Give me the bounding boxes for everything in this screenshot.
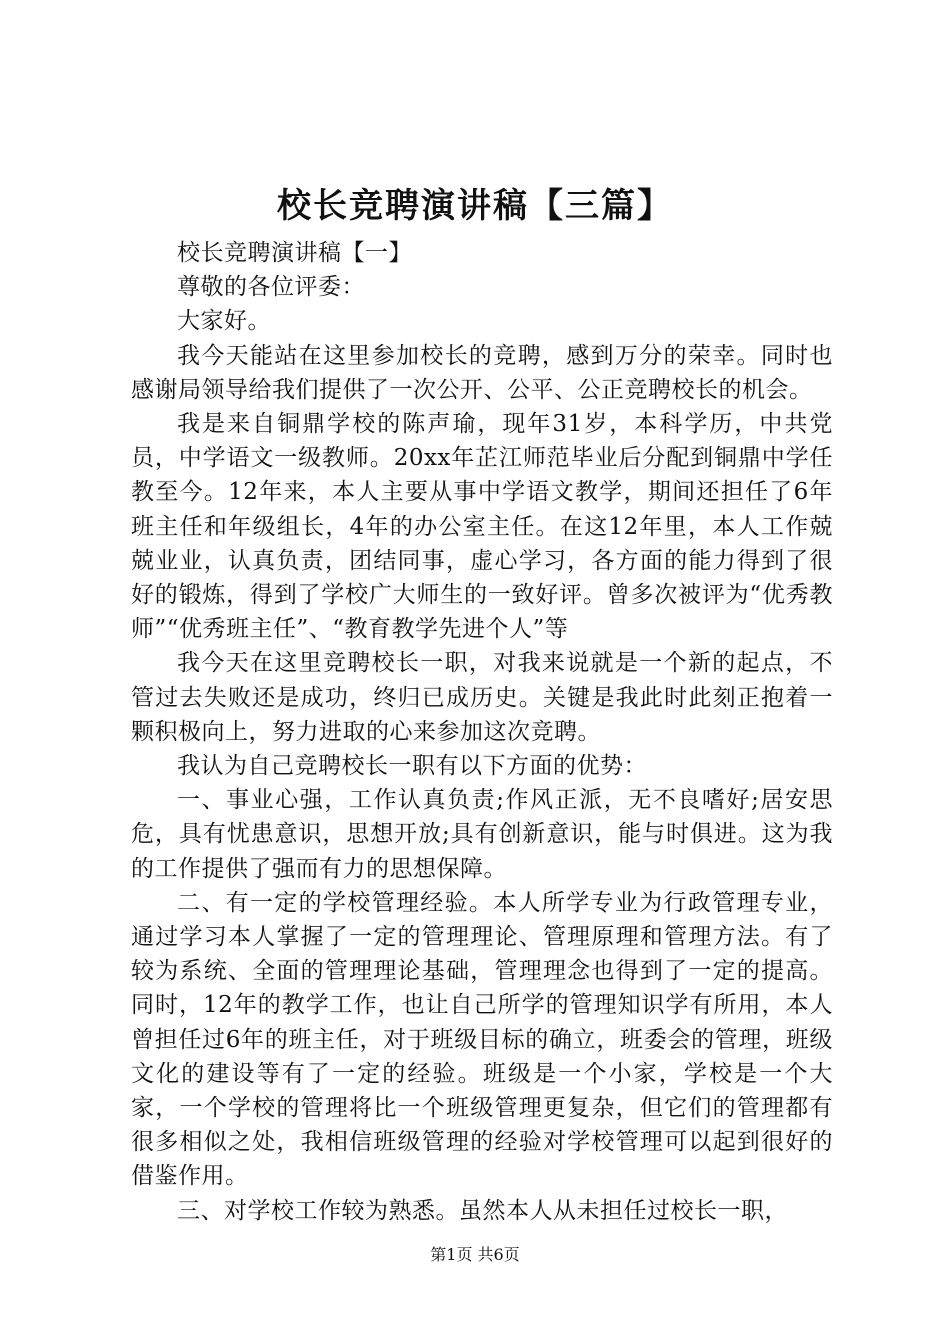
paragraph-self-intro: 我是来自铜鼎学校的陈声瑜，现年31岁，本科学历，中共党员，中学语文一级教师。20xx年芷江师范毕业后分配到铜鼎中学任教至今。12年来，本人主要从事中学语文教学，期间还担任了6年班主任和年级组长，4年的办公室主任。在这12年里，本人工作兢兢业业，认真负责，团结同事，虚心学习，各方面的能力得到了很好的锻炼，得到了学校广大师生的一致好评。曾多次被评为“优秀教师”“优秀班主任”、“教育教学先进个人”等 (131, 411, 833, 643)
paragraph-advantages-intro: 我认为自己竞聘校长一职有以下方面的优势： (177, 753, 647, 780)
greeting: 大家好。 (177, 308, 271, 335)
paragraph-honor: 我今天能站在这里参加校长的竞聘，感到万分的荣幸。同时也感谢局领导给我们提供了一次公开、公平、公正竞聘校长的机会。 (131, 342, 833, 403)
paragraph-advantage-3: 三、对学校工作较为熟悉。虽然本人从未担任过校长一职， (177, 1197, 788, 1224)
section-heading: 校长竞聘演讲稿【一】 (177, 240, 412, 266)
document-body (131, 236, 833, 1228)
page-footer: 第1页 共6页 (430, 1245, 520, 1264)
paragraph-advantage-1: 一、事业心强，工作认真负责;作风正派，无不良嗜好;居安思危，具有忧患意识，思想开放;具有创新意识，能与时俱进。这为我的工作提供了强而有力的思想保障。 (131, 787, 833, 882)
paragraph-new-start: 我今天在这里竞聘校长一职，对我来说就是一个新的起点，不管过去失败还是成功，终归已成历史。关键是我此时此刻正抱着一颗积极向上，努力进取的心来参加这次竞聘。 (131, 650, 833, 745)
paragraph-advantage-2: 二、有一定的学校管理经验。本人所学专业为行政管理专业，通过学习本人掌握了一定的管理理论、管理原理和管理方法。有了较为系统、全面的管理理论基础，管理理念也得到了一定的提高。同时，12年的教学工作，也让自己所学的管理知识学有所用，本人曾担任过6年的班主任，对于班级目标的确立，班委会的管理，班级文化的建设等有了一定的经验。班级是一个小家，学校是一个大家，一个学校的管理将比一个班级管理更复杂，但它们的管理都有很多相似之处，我相信班级管理的经验对学校管理可以起到很好的借鉴作用。 (131, 889, 833, 1190)
document-title: 校长竞聘演讲稿【三篇】 (277, 186, 673, 226)
salutation: 尊敬的各位评委： (177, 274, 365, 301)
